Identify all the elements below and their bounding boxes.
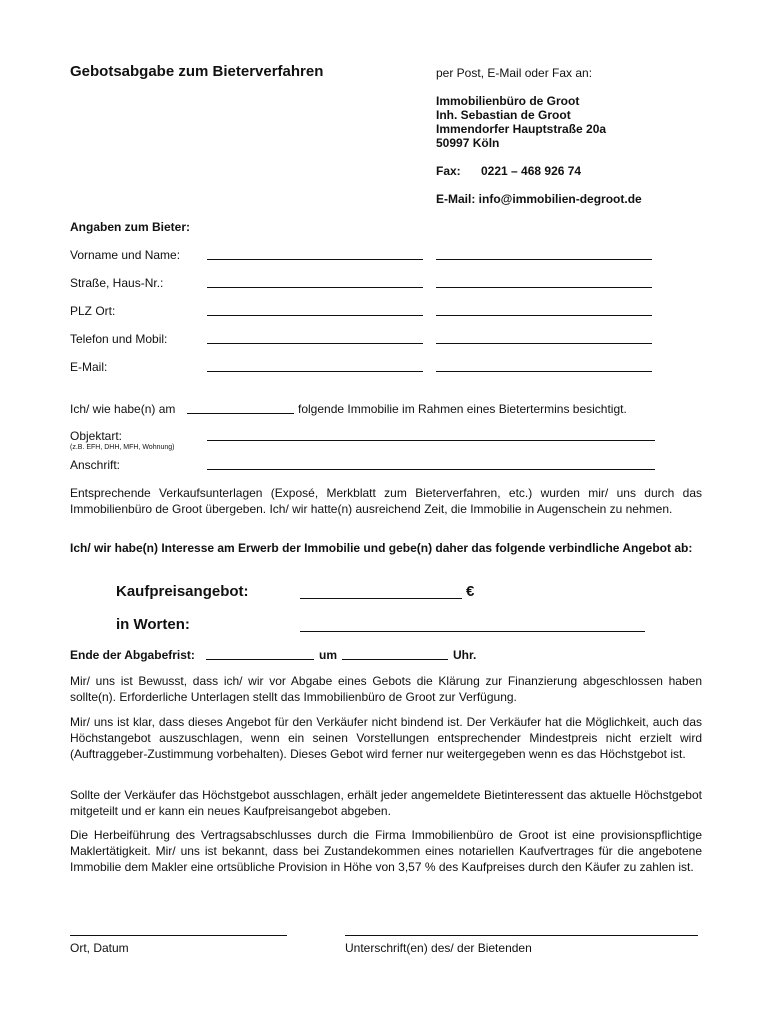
field-label-email: E-Mail: (70, 360, 108, 374)
object-address-input-line[interactable] (207, 469, 655, 470)
rejection-paragraph: Sollte der Verkäufer das Höchstgebot ausschlagen, erhält jeder angemeldete Bietinteressent das aktuelle Höchstgebot mitgeteilt und er kann ein neues Kaufpreisangebot abgeben. (70, 788, 702, 818)
company-street: Immendorfer Hauptstraße 20a (436, 122, 607, 136)
interest-statement: Ich/ wir habe(n) Interesse am Erwerb der Immobilie und gebe(n) daher das folgende verbindliche Angebot ab: (70, 541, 693, 555)
name-input-line-1[interactable] (207, 259, 423, 260)
zip-city-input-line-2[interactable] (436, 315, 652, 316)
email-input-line-1[interactable] (207, 371, 423, 372)
fax-number: 0221 – 468 926 74 (481, 164, 582, 178)
send-via-label: per Post, E-Mail oder Fax an: (436, 66, 593, 80)
visit-prefix: Ich/ wie habe(n) am (70, 402, 176, 416)
phone-input-line-1[interactable] (207, 343, 423, 344)
company-email: E-Mail: info@immobilien-degroot.de (436, 192, 642, 206)
documents-paragraph: Entsprechende Verkaufsunterlagen (Exposé, Merkblatt zum Bieterverfahren, etc.) wurden mir/ uns durch das Immobilienbüro de Groot übergeben. Ich/ wir hatte(n) ausreichend Zeit, die Immobilie in Augenschein zu nehmen. (70, 486, 702, 516)
form-title: Gebotsabgabe zum Bieterverfahren (70, 63, 324, 80)
email-input-line-2[interactable] (436, 371, 652, 372)
deadline-time-input-line[interactable] (342, 659, 448, 660)
currency-symbol: € (466, 583, 475, 600)
signature-label: Unterschrift(en) des/ der Bietenden (345, 941, 532, 955)
price-offer-label: Kaufpreisangebot: (116, 583, 249, 600)
company-city: 50997 Köln (436, 136, 500, 150)
commission-paragraph: Die Herbeiführung des Vertragsabschlusses durch die Firma Immobilienbüro de Groot ist eine provisionspflichtige Maklertätigkeit. Mir/ uns ist bekannt, dass bei Zustandekommen eines notariellen Kaufvertrages für die angebotene Immobilie dem Makler eine ortsübliche Provision in Höhe von 3,57 % des Kaufpreises durch den Käufer zu zahlen ist. (70, 828, 702, 874)
price-words-input-line[interactable] (300, 631, 645, 632)
company-name: Immobilienbüro de Groot (436, 94, 580, 108)
bidder-heading: Angaben zum Bieter: (70, 220, 191, 234)
zip-city-input-line-1[interactable] (207, 315, 423, 316)
object-type-input-line[interactable] (207, 440, 655, 441)
field-label-phone: Telefon und Mobil: (70, 332, 168, 346)
field-label-street: Straße, Haus-Nr.: (70, 276, 164, 290)
deadline-uhr: Uhr. (453, 648, 477, 662)
place-date-label: Ort, Datum (70, 941, 129, 955)
field-label-zip-city: PLZ Ort: (70, 304, 116, 318)
street-input-line-1[interactable] (207, 287, 423, 288)
company-owner: Inh. Sebastian de Groot (436, 108, 571, 122)
price-input-line[interactable] (300, 598, 462, 599)
object-type-hint: (z.B. EFH, DHH, MFH, Wohnung) (70, 444, 175, 451)
object-address-label: Anschrift: (70, 458, 121, 472)
phone-input-line-2[interactable] (436, 343, 652, 344)
bidder-signature-line[interactable] (345, 935, 698, 936)
deadline-label: Ende der Abgabefrist: (70, 648, 195, 662)
non-binding-paragraph: Mir/ uns ist klar, dass dieses Angebot für den Verkäufer nicht bindend ist. Der Verkäufer hat die Möglichkeit, auch das Höchstangebot auszuschlagen, wenn ein seinen Vorstellungen entsprechender Mindestpreis nicht erzielt wird (Auftraggeber-Zustimmung vorbehalten). Dieses Gebot wird ferner nur weitergegeben wenn es das Höchstgebot ist. (70, 715, 702, 761)
street-input-line-2[interactable] (436, 287, 652, 288)
field-label-name: Vorname und Name: (70, 248, 181, 262)
fax-label: Fax: (436, 164, 461, 178)
financing-paragraph: Mir/ uns ist Bewusst, dass ich/ wir vor Abgabe eines Gebots die Klärung zur Finanzierung abgeschlossen haben sollte(n). Erforderliche Unterlagen stellt das Immobilienbüro de Groot zur Verfügung. (70, 674, 702, 704)
price-words-label: in Worten: (116, 616, 190, 633)
deadline-um: um (319, 648, 337, 662)
visit-date-input-line[interactable] (187, 413, 294, 414)
deadline-date-input-line[interactable] (206, 659, 314, 660)
place-date-signature-line[interactable] (70, 935, 287, 936)
visit-suffix: folgende Immobilie im Rahmen eines Bietertermins besichtigt. (298, 402, 627, 416)
object-type-label: Objektart: (70, 429, 123, 443)
name-input-line-2[interactable] (436, 259, 652, 260)
